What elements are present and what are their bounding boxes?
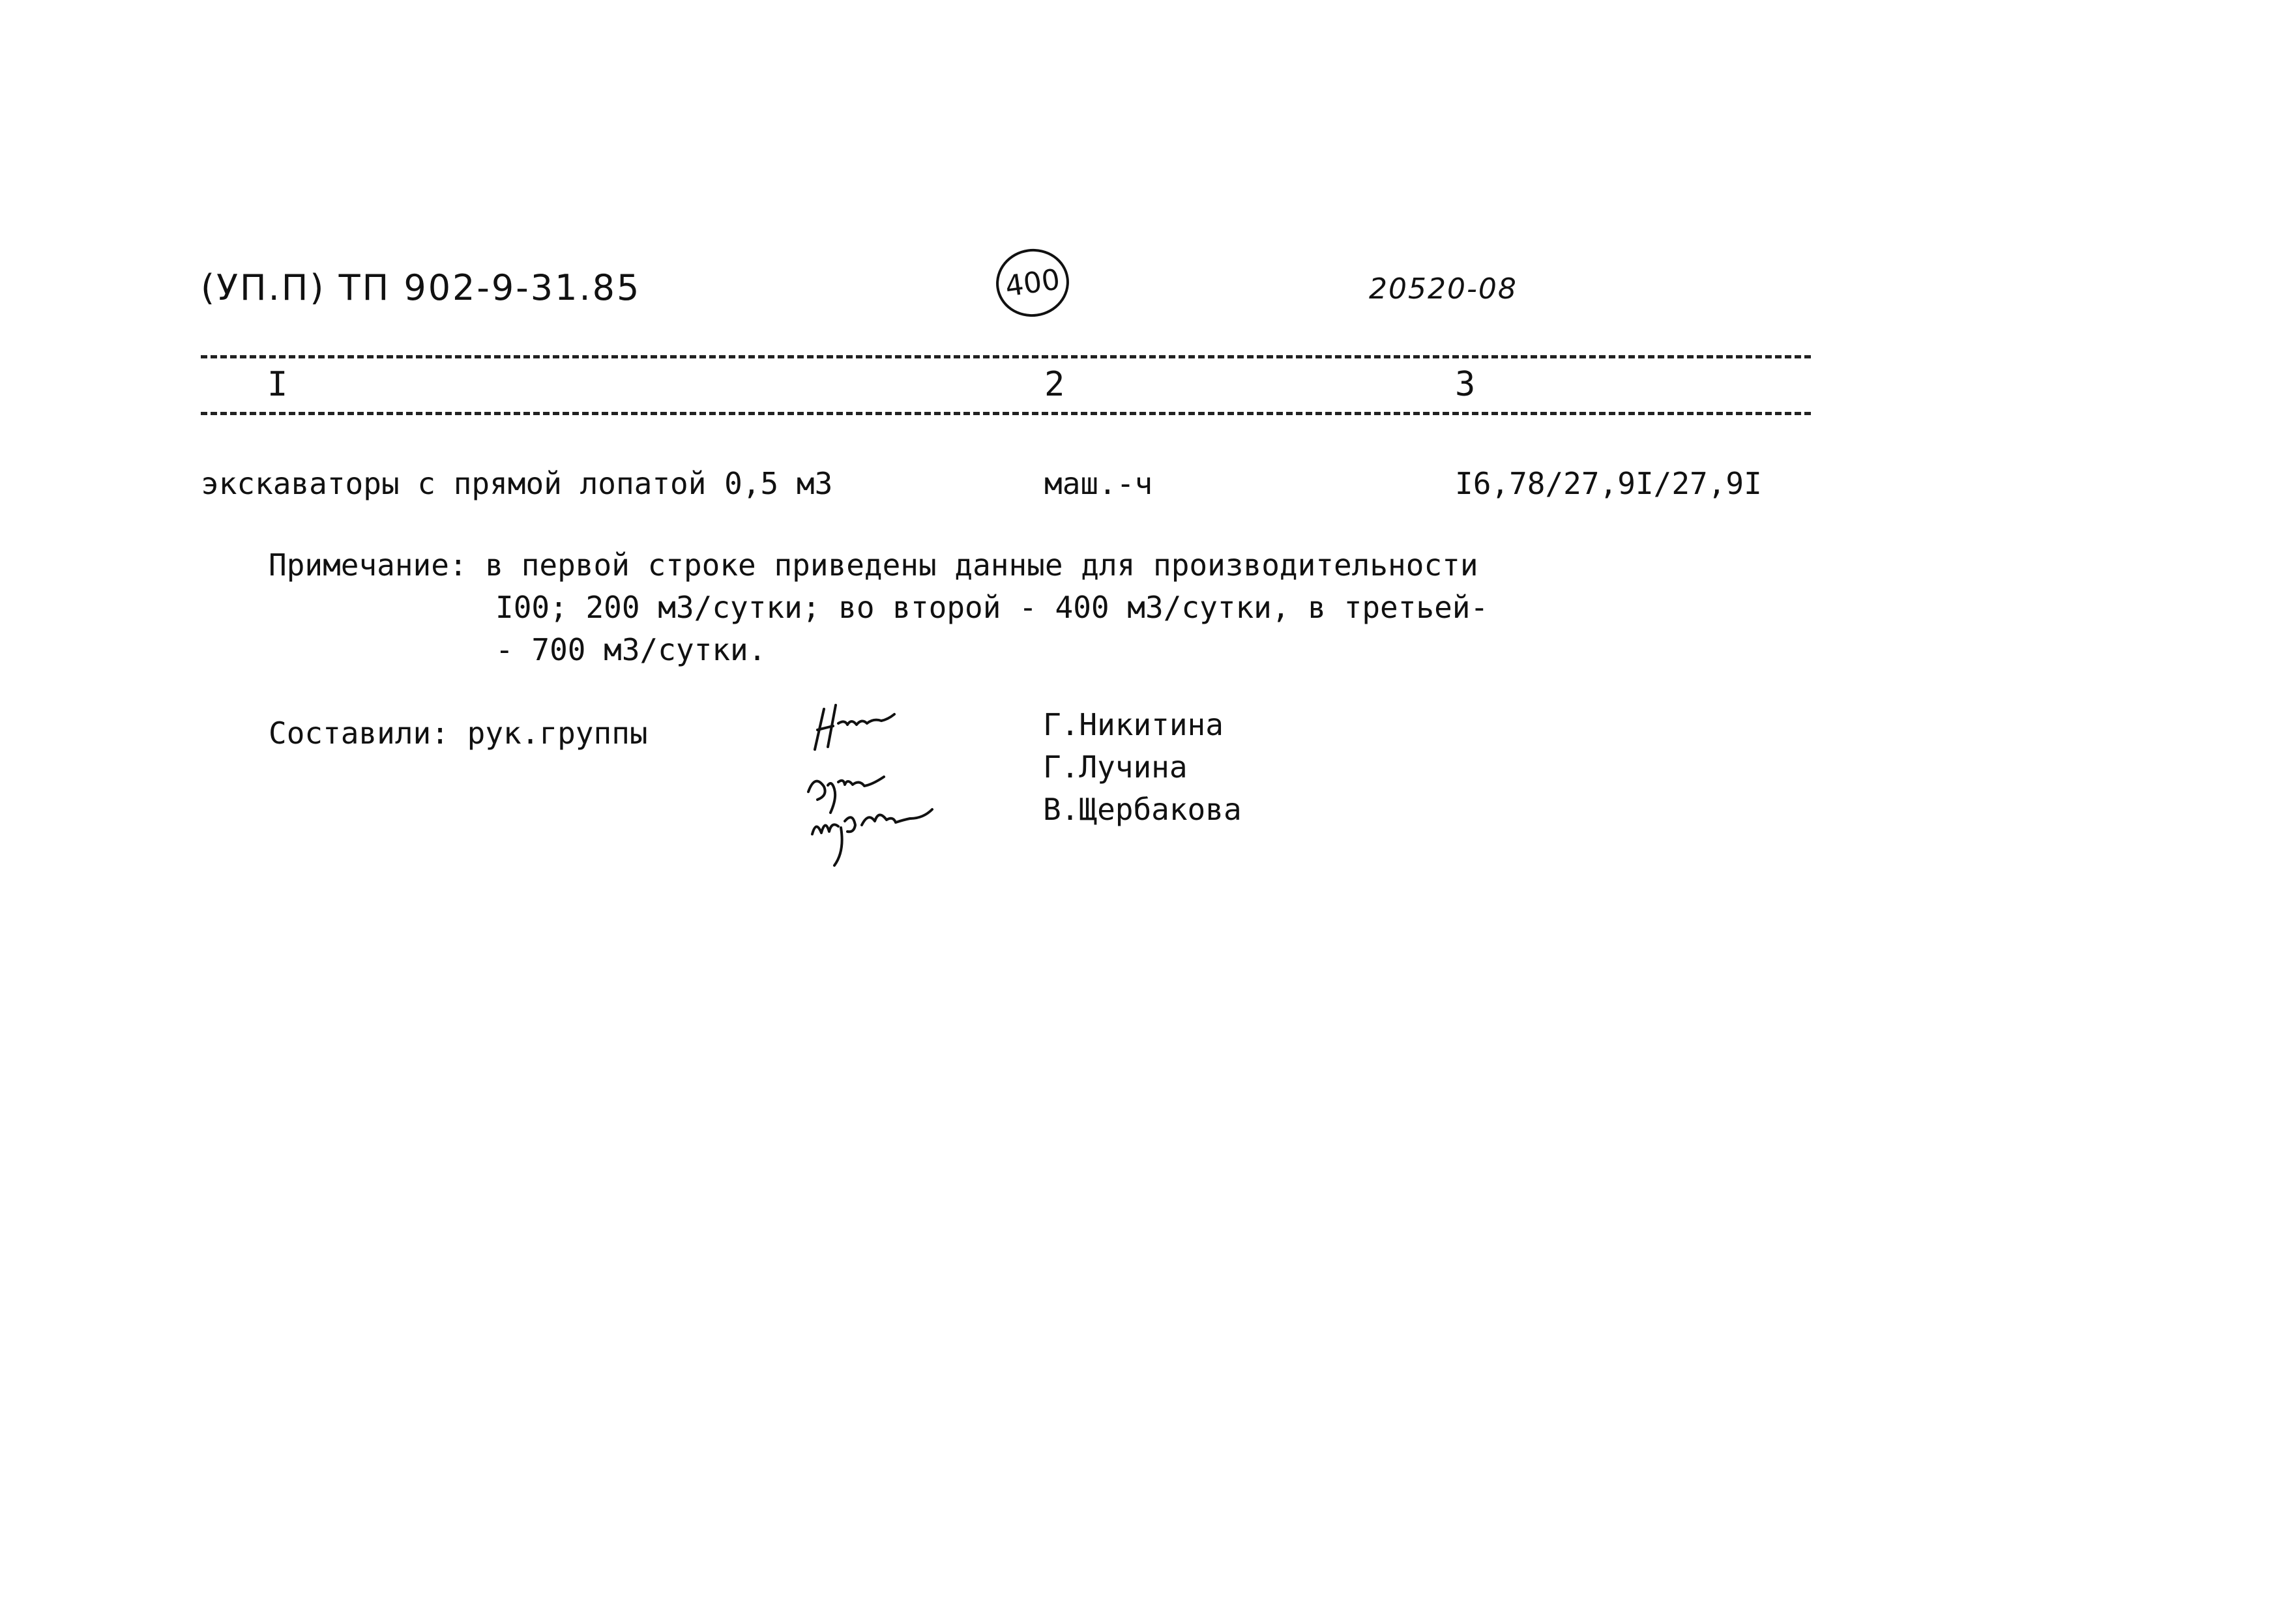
page-number: 400	[1003, 262, 1063, 304]
compiler-name-2: Г.Лучина	[1043, 749, 1188, 785]
column-number-3: 3	[1455, 365, 1476, 404]
document-code: (УП.П) ТП 902-9-31.85	[201, 267, 641, 308]
page-number-badge	[991, 244, 1073, 322]
table-cell-unit: маш.-ч	[1044, 466, 1153, 501]
compilers-label: Составили: рук.группы	[269, 716, 648, 751]
note-line-1: Примечание: в первой строке приведены данные для производительности	[269, 547, 1478, 583]
document-number: 20520-08	[1369, 272, 1518, 306]
compiler-name-3: В.Щербакова	[1043, 792, 1242, 827]
note-line-2: I00; 200 м3/сутки; во второй - 400 м3/сутки, в третьей-	[495, 590, 1489, 625]
compiler-name-1: Г.Никитина	[1043, 707, 1224, 742]
column-number-2: 2	[1044, 365, 1065, 404]
table-top-rule	[201, 355, 1811, 358]
handwritten-signatures	[802, 697, 1023, 873]
table-header-bottom-rule	[201, 412, 1811, 415]
note-line-3: - 700 м3/сутки.	[495, 632, 767, 667]
column-number-1: I	[267, 365, 288, 404]
table-cell-name: экскаваторы с прямой лопатой 0,5 м3	[201, 466, 833, 501]
table-cell-value: I6,78/27,9I/27,9I	[1455, 466, 1762, 501]
